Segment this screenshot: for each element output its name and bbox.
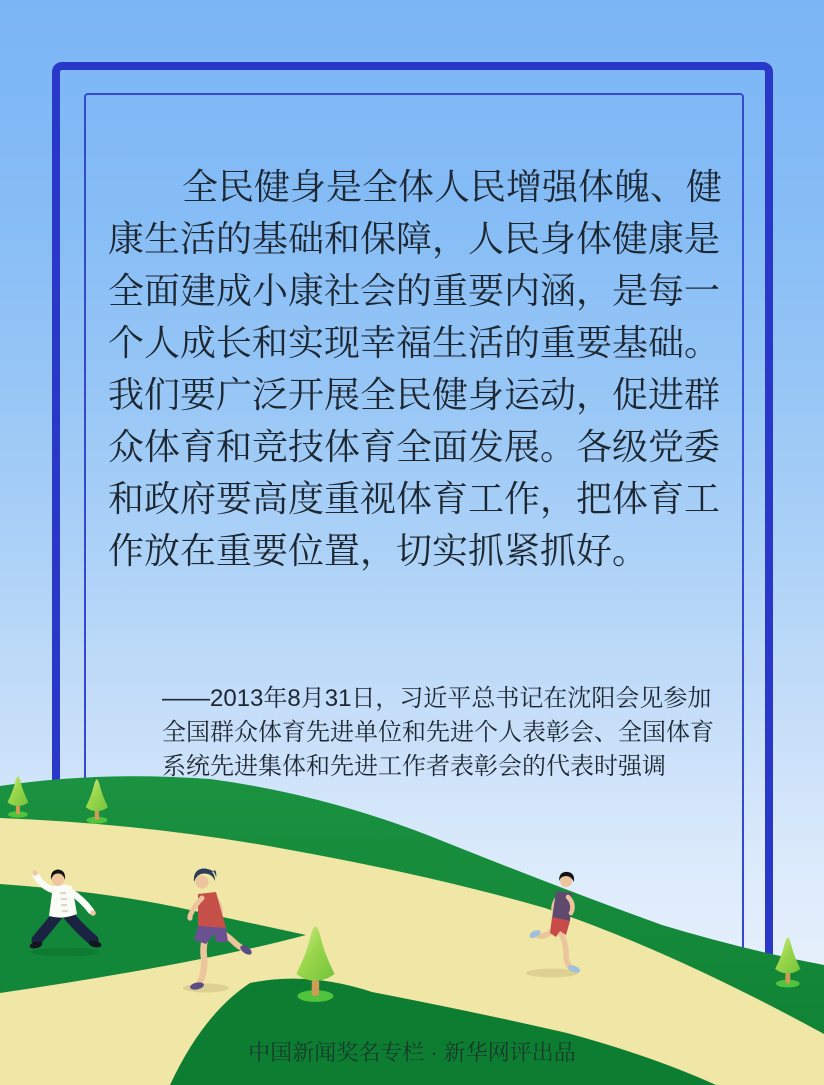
attribution-line: ——2013年8月31日，习近平总书记在沈阳会见参加 xyxy=(162,685,712,712)
quote-line: 全民健身是全体人民增强体魄、健 xyxy=(182,166,723,207)
production-credit: 中国新闻奖名专栏 · 新华网评出品 xyxy=(248,1040,576,1065)
quote-line: 我们要广泛开展全民健身运动，促进群 xyxy=(108,374,721,415)
attribution-line: 系统先进集体和先进工作者表彰会的代表时强调 xyxy=(162,753,666,780)
quote-line: 康生活的基础和保障，人民身体健康是 xyxy=(108,218,721,259)
attribution-line: 全国群众体育先进单位和先进个人表彰会、全国体育 xyxy=(162,719,714,746)
quote-line: 众体育和竞技体育全面发展。各级党委 xyxy=(108,426,721,467)
quote-line: 全面建成小康社会的重要内涵，是每一 xyxy=(108,270,721,311)
quote-line: 和政府要高度重视体育工作，把体育工 xyxy=(108,478,721,519)
quote-line: 个人成长和实现幸福生活的重要基础。 xyxy=(108,322,721,363)
quote-line: 作放在重要位置，切实抓紧抓好。 xyxy=(108,530,649,571)
